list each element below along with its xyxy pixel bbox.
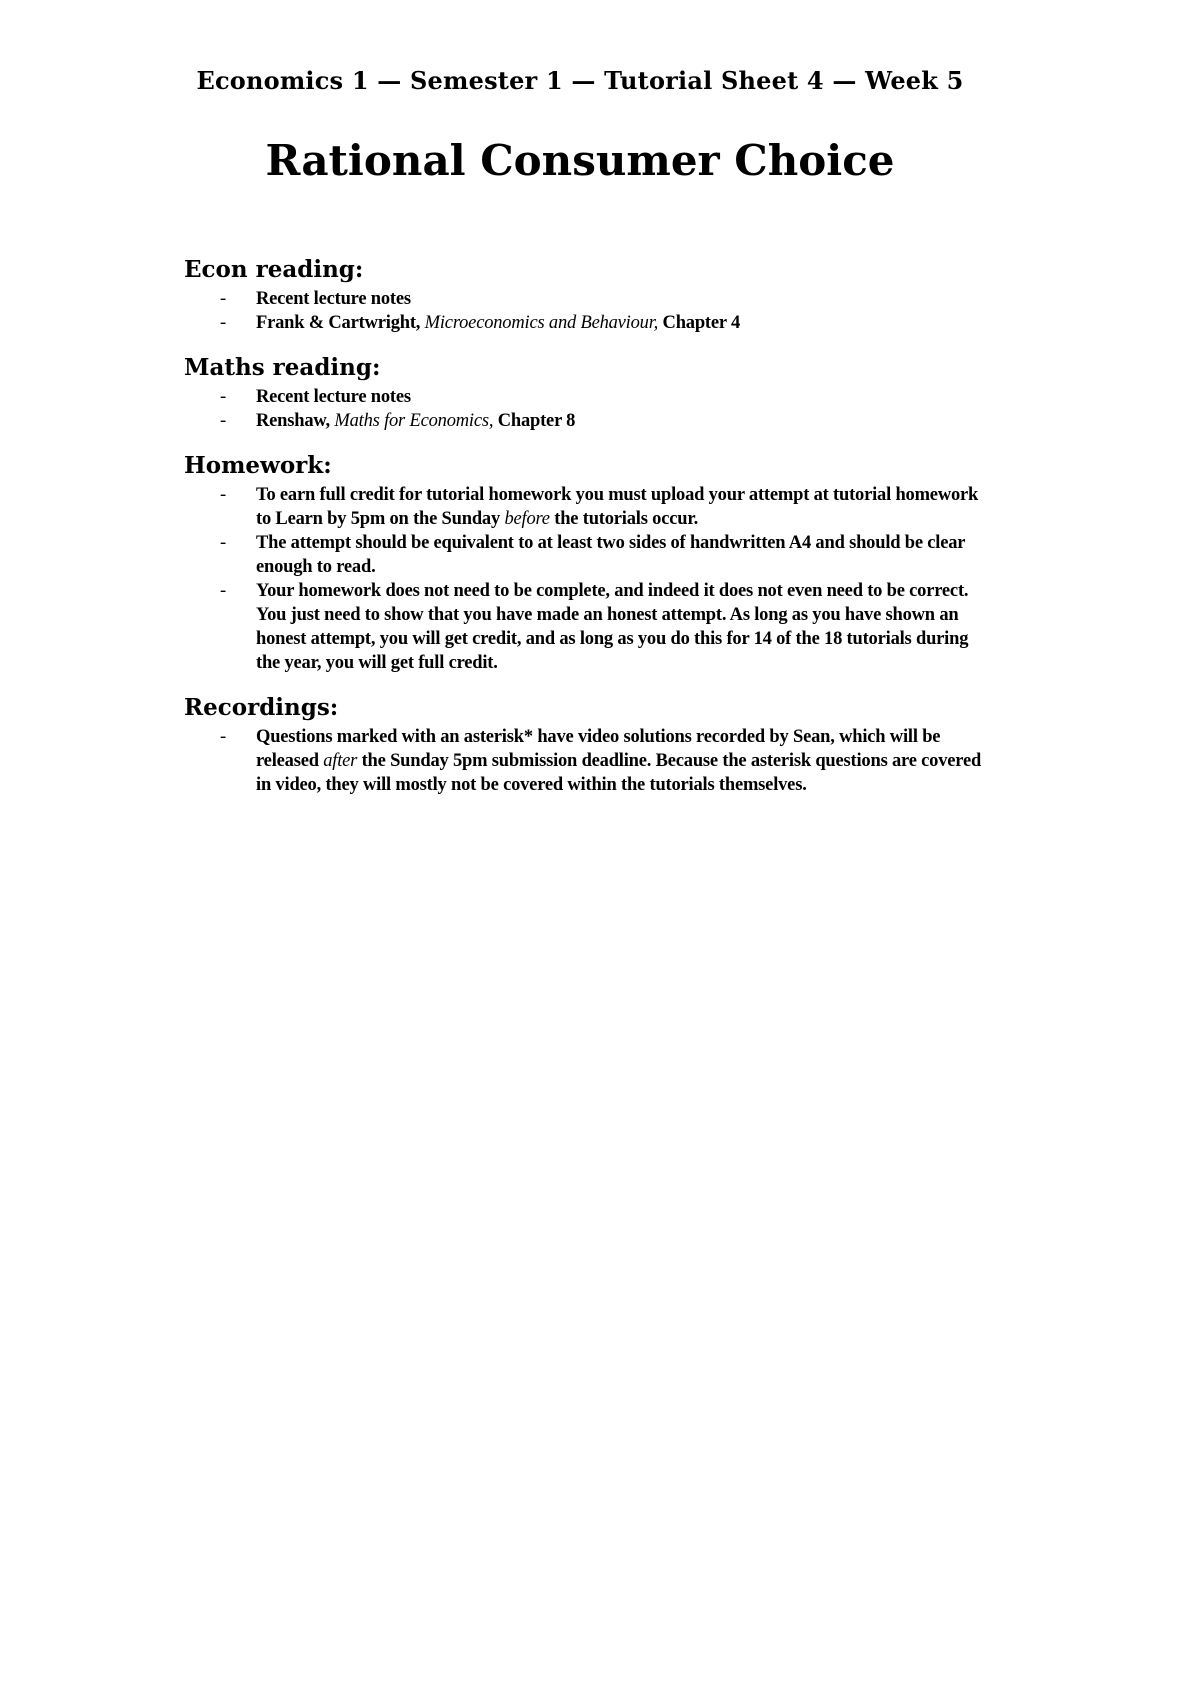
econ-reading-list: [184, 287, 984, 335]
list-item: [184, 287, 984, 311]
emphasis-text: after: [323, 751, 358, 771]
homework-section: [184, 451, 984, 675]
recordings-heading: Recordings:: [184, 694, 339, 721]
list-item: [184, 385, 984, 409]
book-title: Microeconomics and Behaviour,: [424, 313, 659, 333]
list-item: [184, 311, 984, 335]
bullet-dash: -: [220, 581, 226, 601]
document-body: [184, 255, 984, 815]
maths-reading-list: [184, 385, 984, 433]
recordings-section: [184, 693, 984, 797]
list-item-text: Questions marked with an asterisk* have video solutions recorded by Sean, which will be released: [256, 727, 941, 771]
econ-reading-section: [184, 255, 984, 335]
bullet-dash: -: [220, 533, 226, 553]
bullet-dash: -: [220, 485, 226, 505]
bullet-dash: -: [220, 289, 226, 309]
list-item: [184, 725, 984, 797]
list-item-text: the Sunday 5pm submission deadline. Because the asterisk questions are covered in video, they will mostly not be covered within the tutorials themselves.: [256, 751, 982, 795]
homework-heading: Homework:: [184, 452, 332, 479]
maths-reading-heading: Maths reading:: [184, 354, 381, 381]
list-item-text: The attempt should be equivalent to at least two sides of handwritten A4 and should be clear enough to read.: [256, 533, 965, 577]
list-item: [184, 531, 984, 579]
list-item-text: Recent lecture notes: [256, 387, 411, 407]
book-title: Maths for Economics,: [334, 411, 494, 431]
list-item-text: Renshaw,: [256, 411, 335, 431]
list-item-text: Frank & Cartwright,: [256, 313, 425, 333]
list-item-text: Your homework does not need to be complete, and indeed it does not even need to be correct. You just need to show that you have made an honest attempt. As long as you have shown an honest attempt, you will get credit, and as long as you do this for 14 of the 18 tutorials during the year, you will get full credit.: [256, 581, 969, 673]
list-item-text: Chapter 4: [658, 313, 741, 333]
econ-reading-heading: Econ reading:: [184, 256, 364, 283]
recordings-list: [184, 725, 984, 797]
list-item-text: To earn full credit for tutorial homework you must upload your attempt at tutorial homework to Learn by 5pm on the Sunday: [256, 485, 979, 529]
list-item-text: Chapter 8: [493, 411, 576, 431]
bullet-dash: -: [220, 411, 226, 431]
list-item: [184, 483, 984, 531]
list-item-text: Recent lecture notes: [256, 289, 411, 309]
maths-reading-section: [184, 353, 984, 433]
emphasis-text: before: [504, 509, 550, 529]
bullet-dash: -: [220, 727, 226, 747]
list-item-text: the tutorials occur.: [549, 509, 699, 529]
homework-list: [184, 483, 984, 675]
bullet-dash: -: [220, 387, 226, 407]
bullet-dash: -: [220, 313, 226, 333]
list-item: [184, 409, 984, 433]
list-item: [184, 579, 984, 675]
page-title: Rational Consumer Choice: [265, 136, 895, 185]
course-header: Economics 1 — Semester 1 — Tutorial Sheet 4 — Week 5: [196, 66, 964, 95]
